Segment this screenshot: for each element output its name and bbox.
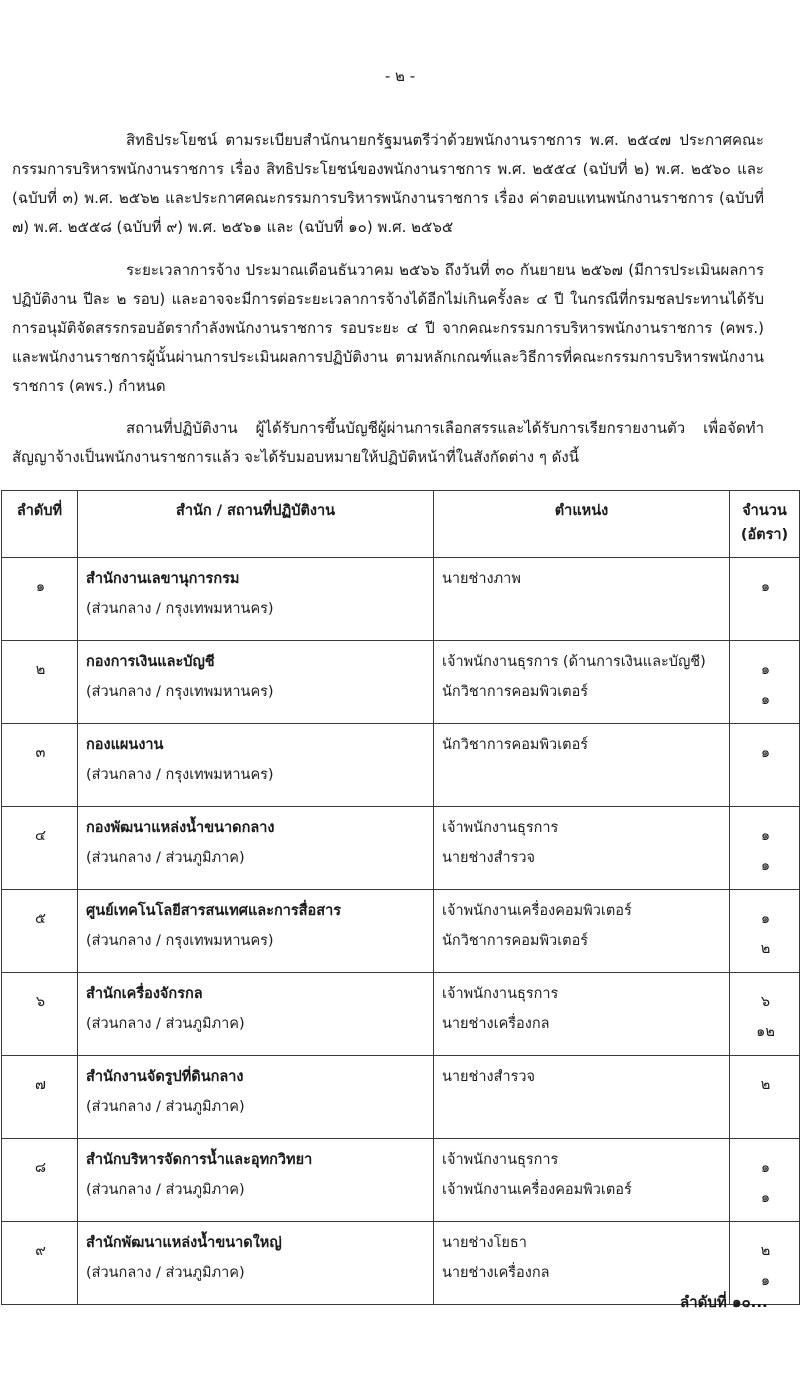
row-count — [730, 890, 800, 973]
row-office — [78, 807, 434, 890]
row-office — [78, 1222, 434, 1305]
office-name: สำนักงานจัดรูปที่ดินกลาง — [86, 1069, 244, 1085]
row-order: ๕ — [2, 890, 78, 973]
positions-table — [1, 490, 800, 1305]
position-title: นักวิชาการคอมพิวเตอร์ — [442, 684, 589, 700]
workplace-text: สถานที่ปฏิบัติงาน ผู้ได้รับการขึ้นบัญชีผู้ผ่านการเลือกสรรและได้รับการเรียกรายงานตัว เพื่อจัดทำสัญญาจ้างเป็นพนักงานราชการแล้ว จะได้รับมอบหมายให้ปฏิบัติหน้าที่ในสังกัดต่าง ๆ ดังนี้ — [12, 419, 764, 466]
continued-marker: ลำดับที่ ๑๐... — [680, 1293, 768, 1311]
row-office — [78, 724, 434, 807]
position-title: นายช่างโยธา — [442, 1235, 527, 1251]
row-positions — [434, 1056, 730, 1139]
office-name: ศูนย์เทคโนโลยีสารสนเทศและการสื่อสาร — [86, 903, 342, 919]
position-title: เจ้าพนักงานธุรการ (ด้านการเงินและบัญชี) — [442, 654, 706, 670]
office-region: (ส่วนกลาง / ส่วนภูมิภาค) — [86, 1099, 245, 1115]
row-office — [78, 641, 434, 724]
header-count-line2: (อัตรา) — [740, 527, 789, 543]
position-count: ๒ — [760, 1077, 771, 1093]
office-region: (ส่วนกลาง / กรุงเทพมหานคร) — [86, 933, 274, 949]
position-title: เจ้าพนักงานธุรการ — [442, 986, 559, 1002]
table-row — [2, 807, 800, 890]
table-row — [2, 724, 800, 807]
position-title: นายช่างภาพ — [442, 571, 521, 587]
position-count: ๒ — [760, 941, 771, 957]
row-order: ๘ — [2, 1139, 78, 1222]
table-row — [2, 1139, 800, 1222]
header-office: สำนัก / สถานที่ปฏิบัติงาน — [78, 491, 434, 558]
office-name: สำนักงานเลขานุการกรม — [86, 571, 240, 587]
row-count — [730, 807, 800, 890]
duration-text: ระยะเวลาการจ้าง ประมาณเดือนธันวาคม ๒๕๖๖ ถึงวันที่ ๓๐ กันยายน ๒๕๖๗ (มีการประเมินผลการปฏิบัติงาน ปีละ ๒ รอบ) และอาจจะมีการต่อระยะเวลาการจ้างได้อีกไม่เกินครั้งละ ๔ ปี ในกรณีที่กรมชลประทานได้รับการอนุมัติจัดสรรกรอบอัตรากำลังพนักงานราชการ รอบระยะ ๔ ปี จากคณะกรรมการบริหารพนักงานราชการ (คพร.) และพนักงานราชการผู้นั้นผ่านการประเมินผลการปฏิบัติงาน ตามหลักเกณฑ์และวิธีการที่คณะกรรมการบริหารพนักงานราชการ (คพร.) กำหนด — [12, 261, 764, 395]
position-title: เจ้าพนักงานเครื่องคอมพิวเตอร์ — [442, 903, 632, 919]
header-count — [730, 491, 800, 558]
table-row — [2, 973, 800, 1056]
position-count: ๑ — [760, 662, 771, 678]
position-count: ๑๒ — [756, 1024, 775, 1040]
row-positions — [434, 558, 730, 641]
header-position: ตำแหน่ง — [434, 491, 730, 558]
row-office — [78, 1056, 434, 1139]
position-count: ๑ — [760, 579, 771, 595]
position-title: เจ้าพนักงานเครื่องคอมพิวเตอร์ — [442, 1182, 632, 1198]
row-count — [730, 973, 800, 1056]
office-name: กองแผนงาน — [86, 737, 164, 753]
position-count: ๑ — [760, 745, 771, 761]
row-count — [730, 1056, 800, 1139]
office-region: (ส่วนกลาง / ส่วนภูมิภาค) — [86, 1016, 245, 1032]
row-positions — [434, 641, 730, 724]
position-count: ๑ — [760, 911, 771, 927]
office-name: กองพัฒนาแหล่งน้ำขนาดกลาง — [86, 820, 275, 836]
office-name: สำนักเครื่องจักรกล — [86, 986, 203, 1002]
row-count — [730, 641, 800, 724]
position-count: ๑ — [760, 858, 771, 874]
position-title: นักวิชาการคอมพิวเตอร์ — [442, 933, 589, 949]
office-region: (ส่วนกลาง / กรุงเทพมหานคร) — [86, 767, 274, 783]
row-order: ๗ — [2, 1056, 78, 1139]
position-title: นายช่างสำรวจ — [442, 1069, 536, 1085]
row-order: ๓ — [2, 724, 78, 807]
office-region: (ส่วนกลาง / ส่วนภูมิภาค) — [86, 1182, 245, 1198]
row-office — [78, 1139, 434, 1222]
row-office — [78, 558, 434, 641]
office-name: กองการเงินและบัญชี — [86, 654, 215, 670]
row-office — [78, 890, 434, 973]
page-number: - ๒ - — [384, 67, 416, 85]
position-count: ๑ — [760, 828, 771, 844]
duration-paragraph — [12, 256, 764, 401]
row-order: ๖ — [2, 973, 78, 1056]
office-region: (ส่วนกลาง / กรุงเทพมหานคร) — [86, 684, 274, 700]
row-order: ๑ — [2, 558, 78, 641]
workplace-paragraph — [12, 414, 764, 472]
position-count: ๑ — [760, 1273, 771, 1289]
row-order: ๙ — [2, 1222, 78, 1305]
position-count: ๑ — [760, 1160, 771, 1176]
benefits-paragraph — [12, 126, 764, 242]
row-count — [730, 1139, 800, 1222]
table-row — [2, 558, 800, 641]
office-region: (ส่วนกลาง / กรุงเทพมหานคร) — [86, 601, 274, 617]
row-count — [730, 724, 800, 807]
row-positions — [434, 1139, 730, 1222]
position-title: นายช่างสำรวจ — [442, 850, 536, 866]
position-title: เจ้าพนักงานธุรการ — [442, 820, 559, 836]
position-count: ๖ — [760, 994, 771, 1010]
row-positions — [434, 807, 730, 890]
position-count: ๑ — [760, 1190, 771, 1206]
row-office — [78, 973, 434, 1056]
position-title: นักวิชาการคอมพิวเตอร์ — [442, 737, 589, 753]
header-order: ลำดับที่ — [2, 491, 78, 558]
position-title: นายช่างเครื่องกล — [442, 1016, 550, 1032]
row-order: ๒ — [2, 641, 78, 724]
row-order: ๔ — [2, 807, 78, 890]
row-positions — [434, 724, 730, 807]
table-header-row — [2, 491, 800, 558]
table-row — [2, 641, 800, 724]
row-positions — [434, 890, 730, 973]
benefits-text: สิทธิประโยชน์ ตามระเบียบสำนักนายกรัฐมนตรีว่าด้วยพนักงานราชการ พ.ศ. ๒๕๔๗ ประกาศคณะกรรมการบริหารพนักงานราชการ เรื่อง สิทธิประโยชน์ของพนักงานราชการ พ.ศ. ๒๕๕๔ (ฉบับที่ ๒) พ.ศ. ๒๕๖๐ และ (ฉบับที่ ๓) พ.ศ. ๒๕๖๒ และประกาศคณะกรรมการบริหารพนักงานราชการ เรื่อง ค่าตอบแทนพนักงานราชการ (ฉบับที่ ๗) พ.ศ. ๒๕๕๘ (ฉบับที่ ๙) พ.ศ. ๒๕๖๑ และ (ฉบับที่ ๑๐) พ.ศ. ๒๕๖๕ — [12, 131, 764, 236]
position-count: ๑ — [760, 692, 771, 708]
table-row — [2, 1056, 800, 1139]
position-title: เจ้าพนักงานธุรการ — [442, 1152, 559, 1168]
row-positions — [434, 973, 730, 1056]
office-region: (ส่วนกลาง / ส่วนภูมิภาค) — [86, 1265, 245, 1281]
header-count-line1: จำนวน — [742, 503, 787, 519]
row-count — [730, 558, 800, 641]
position-title: นายช่างเครื่องกล — [442, 1265, 550, 1281]
office-name: สำนักพัฒนาแหล่งน้ำขนาดใหญ่ — [86, 1235, 282, 1251]
office-region: (ส่วนกลาง / ส่วนภูมิภาค) — [86, 850, 245, 866]
office-name: สำนักบริหารจัดการน้ำและอุทกวิทยา — [86, 1152, 313, 1168]
position-count: ๒ — [760, 1243, 771, 1259]
table-row — [2, 890, 800, 973]
